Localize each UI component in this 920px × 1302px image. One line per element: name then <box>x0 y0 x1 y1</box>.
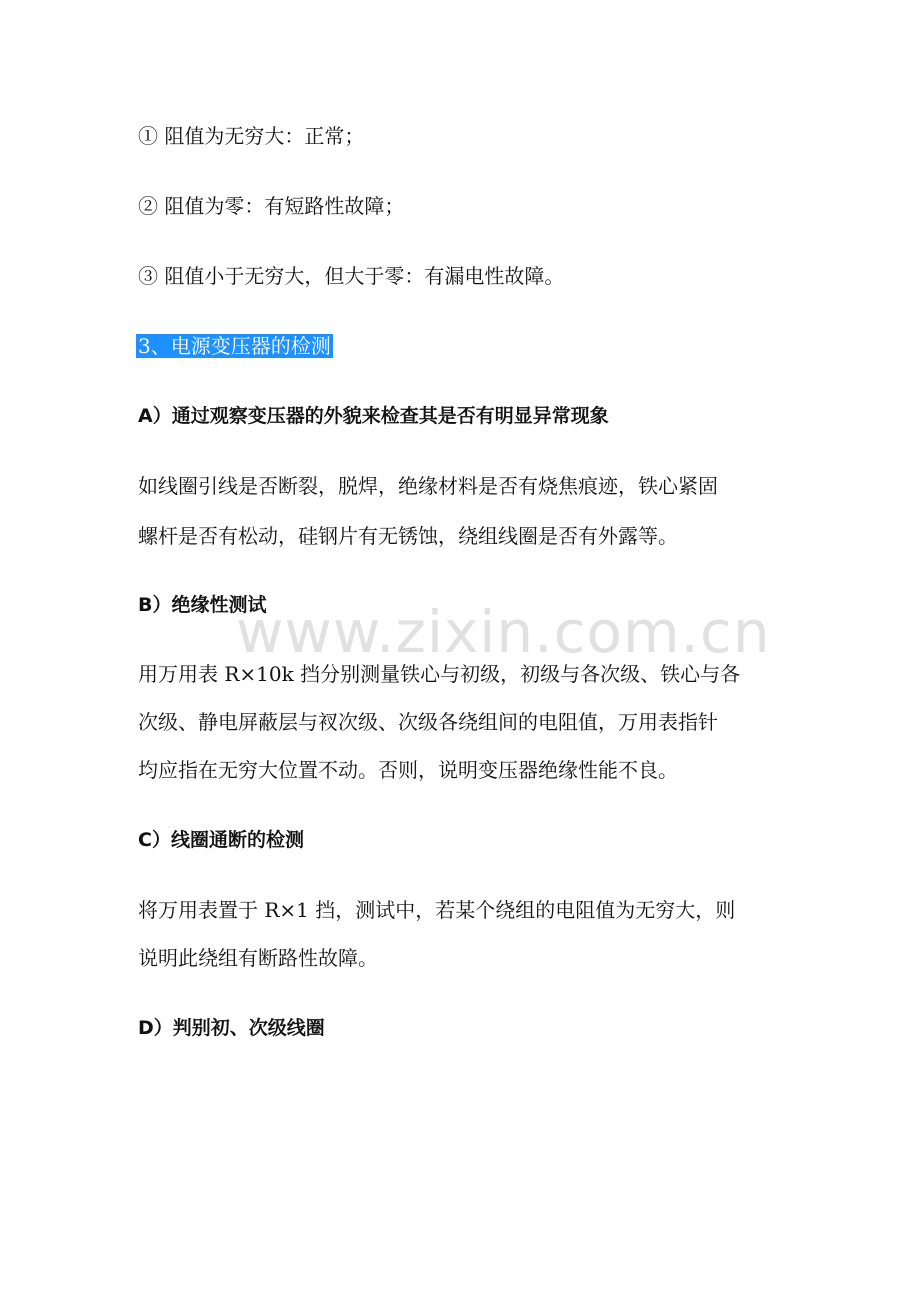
section-heading <box>138 332 333 360</box>
subsection-c-line-1: 将万用表置于 R×1 挡，测试中，若某个绕组的电阻值为无穷大，则 <box>138 898 736 922</box>
subsection-a-line-2: 螺杆是否有松动，硅钢片有无锈蚀，绕组线圈是否有外露等。 <box>138 524 678 548</box>
subsection-b-line-2: 次级、静电屏蔽层与衩次级、次级各绕组间的电阻值，万用表指针 <box>138 710 718 734</box>
subsection-a-line-1: 如线圈引线是否断裂，脱焊，绝缘材料是否有烧焦痕迹，铁心紧固 <box>138 474 718 498</box>
subsection-c-line-2: 说明此绕组有断路性故障。 <box>138 946 378 970</box>
watermark: www.zixin.com.cn <box>236 598 771 666</box>
subsection-b-line-1: 用万用表 R×10k 挡分别测量铁心与初级，初级与各次级、铁心与各 <box>138 662 741 686</box>
list-item-zero: ② 阻值为零：有短路性故障； <box>138 194 405 218</box>
section-heading-text: 3、电源变压器的检测 <box>138 334 331 358</box>
subsection-a-title: A）通过观察变压器的外貌来检查其是否有明显异常现象 <box>138 405 609 427</box>
subsection-b-title: B）绝缘性测试 <box>138 594 267 616</box>
subsection-c-title: C）线圈通断的检测 <box>138 829 304 851</box>
list-item-leakage: ③ 阻值小于无穷大，但大于零：有漏电性故障。 <box>138 264 565 288</box>
subsection-b-line-3: 均应指在无穷大位置不动。否则，说明变压器绝缘性能不良。 <box>138 758 678 782</box>
list-item-infinite: ① 阻值为无穷大：正常； <box>138 124 365 148</box>
subsection-d-title: D）判别初、次级线圈 <box>138 1017 325 1039</box>
